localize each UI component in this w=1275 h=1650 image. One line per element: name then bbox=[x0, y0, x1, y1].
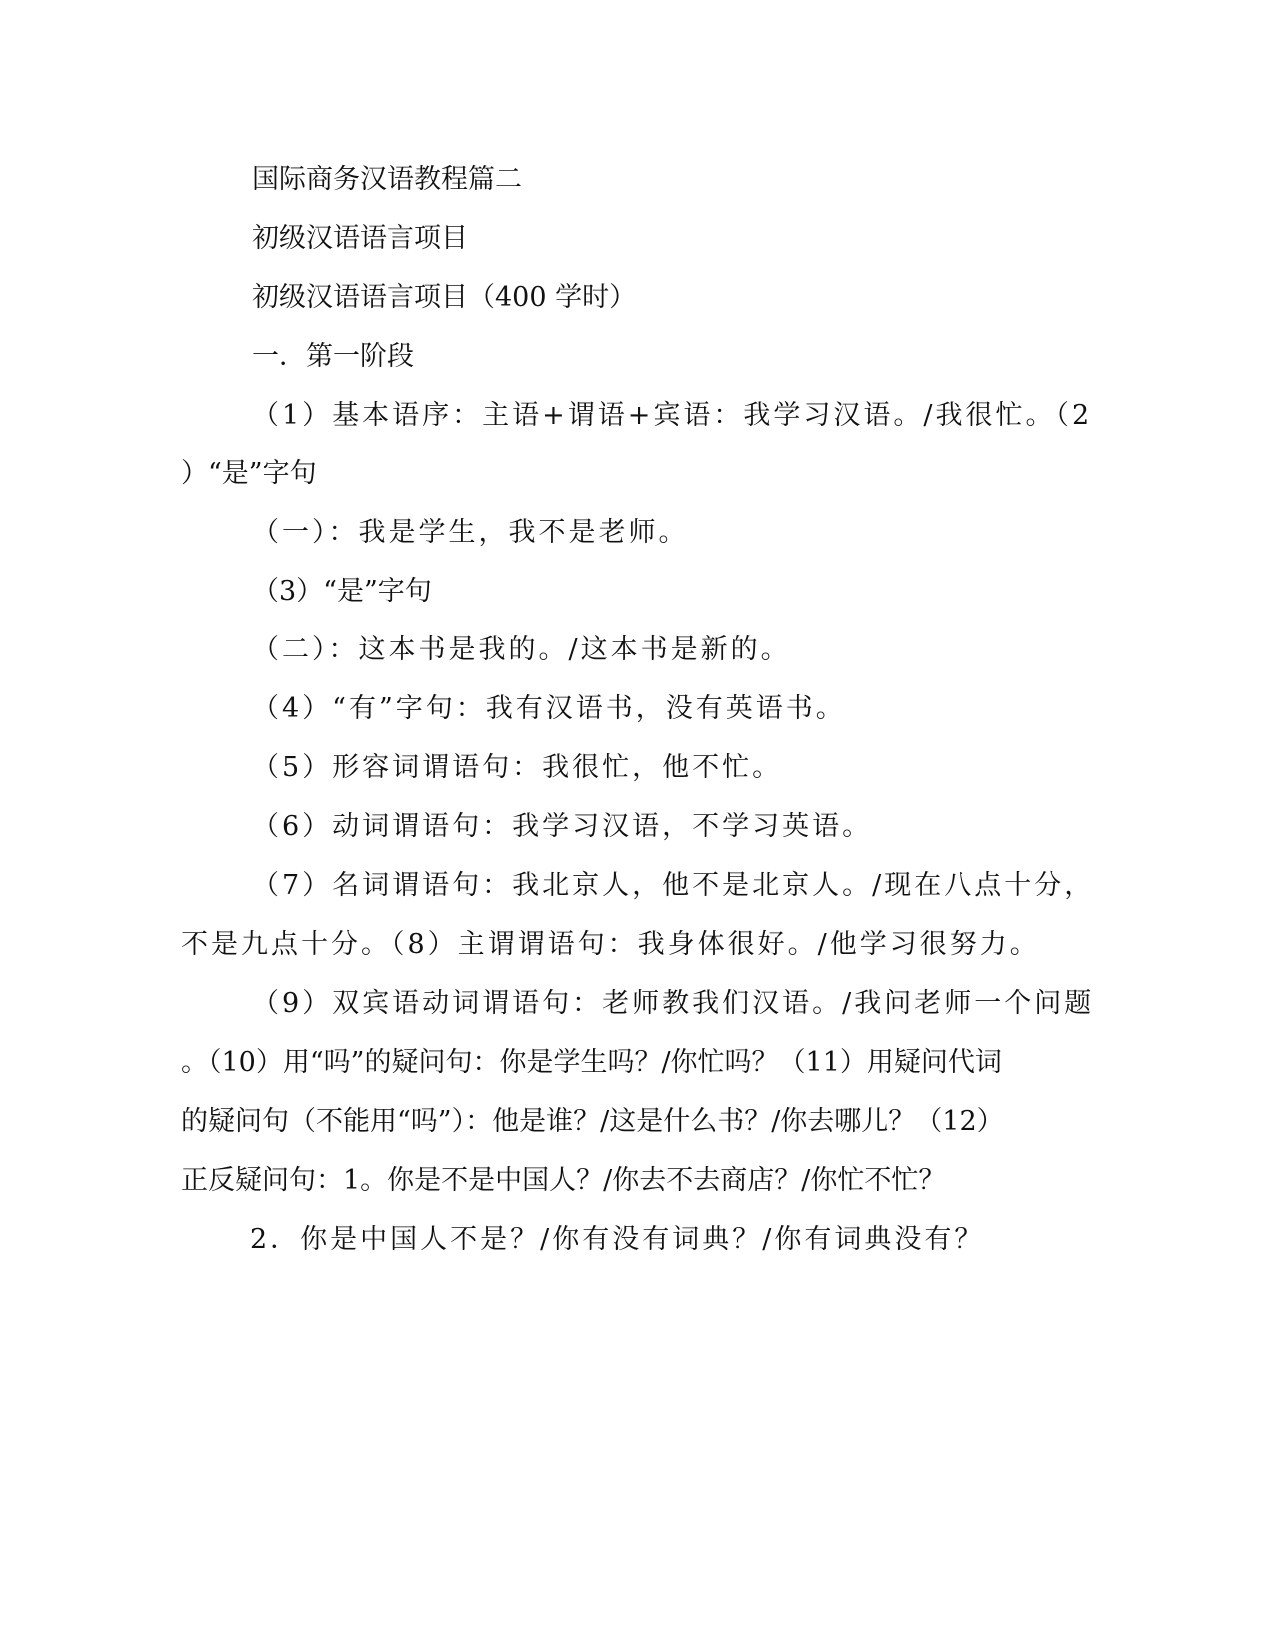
text-line: 不是九点十分。（8）主谓谓语句：我身体很好。/他学习很努力。 bbox=[181, 929, 1040, 960]
text-line: （二）：这本书是我的。/这本书是新的。 bbox=[252, 634, 791, 665]
text-line: （4）“有”字句：我有汉语书，没有英语书。 bbox=[252, 693, 846, 724]
text-line: （7）名词谓语句：我北京人，他不是北京人。/现在八点十分， bbox=[252, 870, 1095, 901]
text-line: 的疑问句（不能用“吗”）：他是谁？/这是什么书？/你去哪儿？（12） bbox=[181, 1106, 1004, 1137]
text-line: 。（10）用“吗”的疑问句：你是学生吗？/你忙吗？（11）用疑问代词 bbox=[181, 1047, 1002, 1078]
text-line: 正反疑问句：1。你是不是中国人？/你去不去商店？/你忙不忙？ bbox=[181, 1165, 946, 1196]
text-line: （9）双宾语动词谓语句：老师教我们汉语。/我问老师一个问题 bbox=[252, 988, 1095, 1019]
text-line: ）“是”字句 bbox=[181, 458, 317, 489]
document-title: 国际商务汉语教程篇二 bbox=[252, 164, 522, 195]
text-line: （一）：我是学生，我不是老师。 bbox=[252, 517, 689, 548]
stage-heading: 一．第一阶段 bbox=[252, 341, 414, 372]
text-line: 2．你是中国人不是？/你有没有词典？/你有词典没有？ bbox=[250, 1224, 985, 1255]
text-line: （1）基本语序：主语+谓语+宾语：我学习汉语。/我很忙。（2 bbox=[252, 400, 1093, 431]
text-line: （6）动词谓语句：我学习汉语，不学习英语。 bbox=[252, 811, 873, 842]
document-subtitle: 初级汉语语言项目 bbox=[252, 223, 468, 254]
course-heading: 初级汉语语言项目（400 学时） bbox=[252, 282, 637, 313]
text-line: （3）“是”字句 bbox=[252, 576, 432, 607]
text-line: （5）形容词谓语句：我很忙，他不忙。 bbox=[252, 752, 783, 783]
